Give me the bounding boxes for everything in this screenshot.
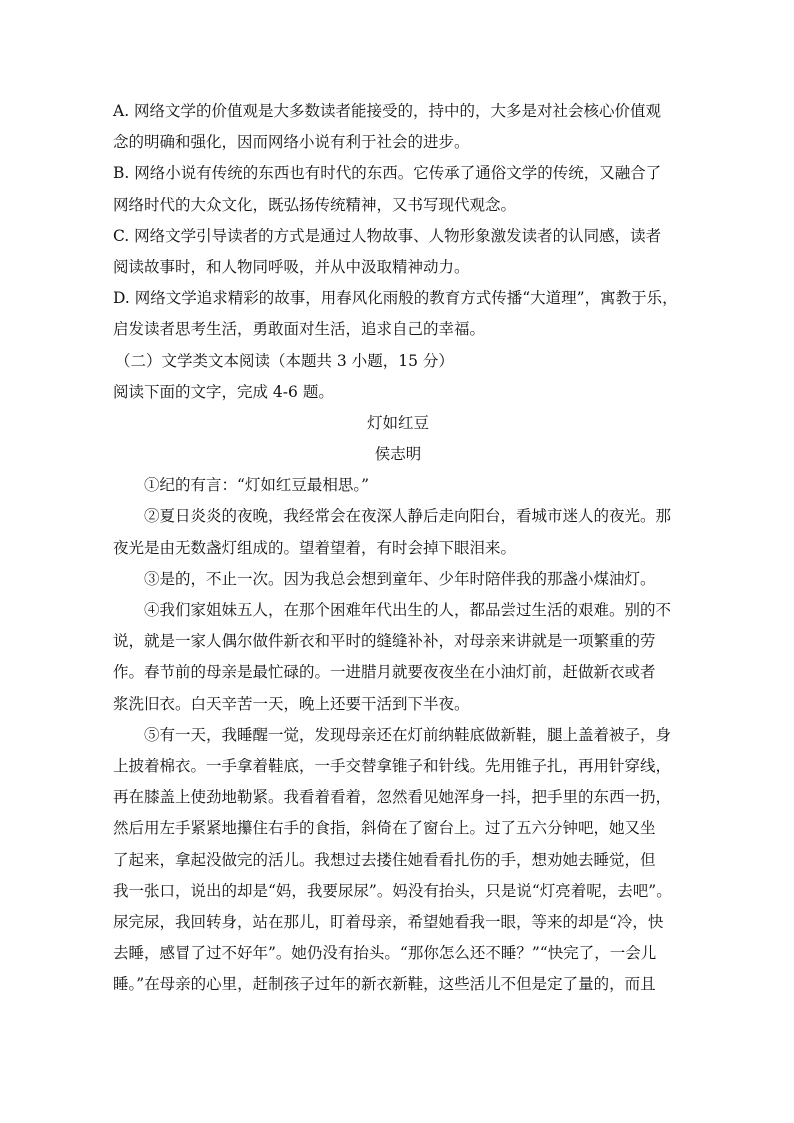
paragraph-5-line-2: 上披着棉衣。一手拿着鞋底，一手交替拿锥子和针线。先用锥子扎，再用针穿线， <box>113 756 672 775</box>
option-c-line-2: 阅读故事时，和人物同呼吸，并从中汲取精神动力。 <box>113 257 470 276</box>
paragraph-1 <box>113 470 683 501</box>
paragraph-4-line-2: 说，就是一家人偶尔做件新衣和平时的缝缝补补，对母亲来讲就是一项繁重的劳 <box>113 632 656 651</box>
article-author: 侯志明 <box>374 445 422 464</box>
option-d-line-2: 启发读者思考生活，勇敢面对生活，追求自己的幸福。 <box>113 320 486 339</box>
paragraph-3 <box>113 564 683 595</box>
option-c <box>113 221 683 283</box>
article-title: 灯如红豆 <box>366 413 429 432</box>
section-heading: （二）文学类文本阅读（本题共 3 小题，15 分） <box>115 351 454 370</box>
paragraph-4-line-4: 浆洗旧衣。白天辛苦一天，晚上还要干活到下半夜。 <box>113 694 470 713</box>
option-a-line-2: 念的明确和强化，因而网络小说有利于社会的进步。 <box>113 133 470 152</box>
paragraph-5-line-5: 了起来，拿起没做完的活儿。我想过去搂住她看看扎伤的手，想劝她去睡觉，但 <box>113 850 656 869</box>
option-b <box>113 158 683 220</box>
paragraph-4-line-3: 作。春节前的母亲是最忙碌的。一进腊月就要夜夜坐在小油灯前，赶做新衣或者 <box>113 663 656 682</box>
option-b-line-2: 网络时代的大众文化，既弘扬传统精神，又书写现代观念。 <box>113 195 517 214</box>
paragraph-2 <box>113 501 683 563</box>
paragraph-5-line-3: 再在膝盖上使劲地勒紧。我看着看着，忽然看见她浑身一抖，把手里的东西一扔， <box>113 788 672 807</box>
paragraph-5-line-4: 然后用左手紧紧地攥住右手的食指，斜倚在了窗台上。过了五六分钟吧，她又坐 <box>113 819 656 838</box>
option-a <box>113 96 683 158</box>
paragraph-5-line-9: 睡。”在母亲的心里，赶制孩子过年的新衣新鞋，这些活儿不但是定了量的，而且 <box>113 975 656 994</box>
paragraph-2-line-1: ②夏日炎炎的夜晚，我经常会在夜深人静后走向阳台，看城市迷人的夜光。那 <box>144 507 672 526</box>
paragraph-5 <box>113 720 683 1001</box>
option-b-line-1: B. 网络小说有传统的东西也有时代的东西。它传承了通俗文学的传统，又融合了 <box>113 164 662 183</box>
option-c-line-1: C. 网络文学引导读者的方式是通过人物故事、人物形象激发读者的认同感，读者 <box>113 226 662 245</box>
option-d <box>113 283 683 345</box>
option-d-line-1: D. 网络文学追求精彩的故事，用春风化雨般的教育方式传播“大道理”，寓教于乐， <box>113 289 678 308</box>
paragraph-5-line-8: 去睡，感冒了过不好年”。她仍没有抬头。“那你怎么还不睡？”“快完了，一会儿 <box>113 944 657 963</box>
paragraph-1-line-1: ①纪的有言：“灯如红豆最相思。” <box>144 476 370 495</box>
paragraph-5-line-7: 尿完尿，我回转身，站在那儿，盯着母亲，希望她看我一眼，等来的却是“冷，快 <box>113 912 664 931</box>
section-instruction: 阅读下面的文字，完成 4-6 题。 <box>113 382 334 401</box>
paragraph-5-line-1: ⑤有一天，我睡醒一觉，发现母亲还在灯前纳鞋底做新鞋，腿上盖着被子，身 <box>144 725 672 744</box>
paragraph-3-line-1: ③是的，不止一次。因为我总会想到童年、少年时陪伴我的那盏小煤油灯。 <box>144 569 656 588</box>
document-page <box>113 96 683 1000</box>
paragraph-4-line-1: ④我们家姐妹五人，在那个困难年代出生的人，都品尝过生活的艰难。别的不 <box>144 601 672 619</box>
option-a-line-1: A. 网络文学的价值观是大多数读者能接受的，持中的，大多是对社会核心价值观 <box>113 102 662 120</box>
paragraph-4 <box>113 595 683 720</box>
paragraph-2-line-2: 夜光是由无数盏灯组成的。望着望着，有时会掉下眼泪来。 <box>113 538 517 557</box>
paragraph-5-line-6: 我一张口，说出的却是“妈，我要尿尿”。妈没有抬头，只是说“灯亮着呢，去吧”。 <box>113 881 672 900</box>
